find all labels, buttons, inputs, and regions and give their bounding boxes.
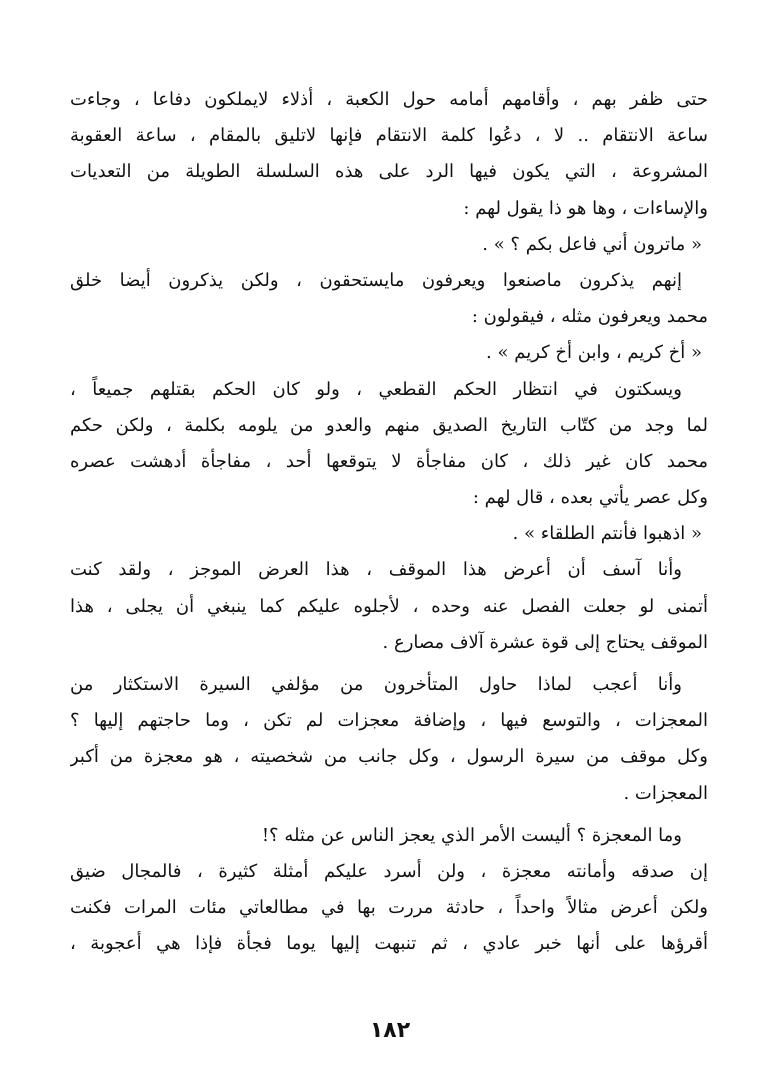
text-line: المعجزات . [623, 782, 708, 804]
text-line: المعجزات ، والتوسع فيها ، وإضافة معجزات لم تكن ، وما حاجتهم إليها ؟ [70, 710, 708, 732]
text-line: إن صدقه وأمانته معجزة ، ولن أسرد عليكم أمثلة كثيرة ، فالمجال ضيق [70, 860, 708, 882]
text-line: وأنا أعجب لماذا حاول المتأخرون من مؤلفي السيرة الاستكثار من [70, 674, 682, 695]
text-line: ولكن أعرض مثالاً واحداً ، حادثة مررت بها في مطالعاتي مئات المرات فكنت [70, 897, 708, 919]
text-line: أقرؤها على أنها خبر عادي ، ثم تنبهت إليها يوما فجأة فإذا هي أعجوبة ، [70, 933, 708, 955]
text-line: وأنا آسف أن أعرض هذا الموقف ، هذا العرض الموجز ، ولقد كنت [70, 559, 682, 581]
text-line: محمد كان غير ذلك ، كان مفاجأة لا يتوقعها أحد ، مفاجأة أدهشت عصره [70, 450, 708, 472]
quote-line: « أخ كريم ، وابن أخ كريم » . [486, 342, 702, 364]
text-line: ساعة الانتقام .. لا ، دعُوا كلمة الانتقام فإنها لاتليق بالمقام ، ساعة العقوبة [70, 125, 708, 147]
quote-line: « ماترون أني فاعل بكم ؟ » . [482, 233, 702, 255]
text-line: والإساءات ، وها هو ذا يقول لهم : [463, 197, 708, 219]
text-line: وكل موقف من سيرة الرسول ، وكل جانب من شخصيته ، هو معجزة من أكبر [70, 746, 708, 768]
text-line: وما المعجزة ؟ أليست الأمر الذي يعجز الناس عن مثله ؟! [261, 824, 682, 846]
text-line: حتى ظفر بهم ، وأقامهم أمامه حول الكعبة ، أذلاء لايملكون دفاعا ، وجاءت [70, 89, 708, 110]
page-text [70, 82, 708, 963]
text-line: الموقف يحتاج إلى قوة عشرة آلاف مصارع . [382, 631, 708, 653]
text-line: وكل عصر يأتي بعده ، قال لهم : [472, 487, 708, 509]
text-line: أتمنى لو جعلت الفصل عنه وحده ، لأجلوه عليكم كما ينبغي أن يجلى ، هذا [70, 595, 708, 617]
page-number: ١٨٢ [369, 1018, 411, 1043]
quote-line: « اذهبوا فأنتم الطلقاء » . [512, 523, 702, 545]
text-line: لما وجد من كتّاب التاريخ الصديق منهم والعدو من يلومه بكلمة ، ولكن حكم [70, 414, 708, 436]
text-line: محمد ويعرفون مثله ، فيقولون : [471, 306, 708, 328]
text-line: المشروعة ، التي يكون فيها الرد على هذه السلسلة الطويلة من التعديات [70, 161, 708, 183]
text-line: إنهم يذكرون ماصنعوا ويعرفون مايستحقون ، ولكن يذكرون أيضا خلق [70, 269, 682, 291]
text-line: ويسكتون في انتظار الحكم القطعي ، ولو كان الحكم بقتلهم جميعاً ، [70, 378, 682, 400]
